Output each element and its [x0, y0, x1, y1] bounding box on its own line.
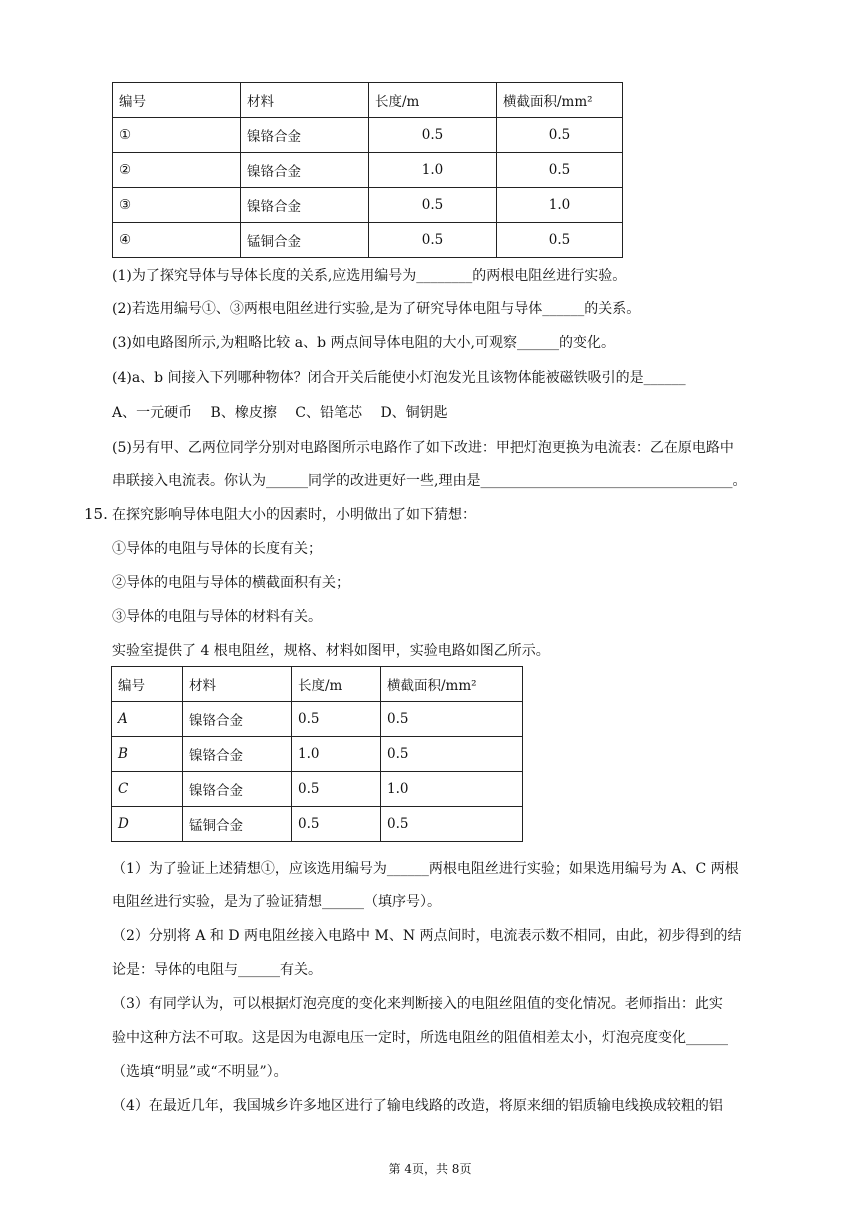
- cell: 镍铬合金: [241, 118, 369, 153]
- cell: 0.5: [369, 188, 497, 223]
- cell: 0.5: [369, 118, 497, 153]
- q15-guess-3: ③导体的电阻与导体的材料有关。: [112, 609, 322, 625]
- cell: 镍铬合金: [183, 772, 292, 807]
- q15-sub-1b: 电阻丝进行实验，是为了验证猜想______（填序号）。: [112, 894, 441, 910]
- cell: 0.5: [381, 737, 523, 772]
- cell: [112, 702, 183, 737]
- header-cell: 编号: [113, 83, 241, 118]
- table-header-row: [112, 667, 523, 702]
- q15-sub-1a: （1）为了验证上述猜想①，应该选用编号为______两根电阻丝进行实验；如果选用编号为 A、C 两根: [112, 861, 739, 877]
- cell: 1.0: [292, 737, 381, 772]
- cell: 0.5: [369, 223, 497, 258]
- q15-sub-2a: （2）分别将 A 和 D 两电阻丝接入电路中 M、N 两点间时，电流表示数不相同，由此，初步得到的结: [112, 928, 742, 944]
- cell: 0.5: [292, 702, 381, 737]
- header-cell: 材料: [183, 667, 292, 702]
- table-row: [113, 188, 623, 223]
- cell: 1.0: [369, 153, 497, 188]
- table-row: [112, 702, 523, 737]
- cell: 0.5: [497, 118, 623, 153]
- q15-sub-2b: 论是：导体的电阻与______有关。: [112, 962, 322, 978]
- q15-lab-text: 实验室提供了 4 根电阻丝，规格、材料如图甲，实验电路如图乙所示。: [112, 643, 550, 659]
- cell-id: B: [118, 746, 128, 762]
- header-cell: 长度/m: [369, 83, 497, 118]
- cell: 0.5: [292, 772, 381, 807]
- q15-sub-3c: （选填“明显”或“不明显”）。: [112, 1064, 288, 1080]
- cell: 1.0: [381, 772, 523, 807]
- cell: 0.5: [381, 807, 523, 842]
- q14-part-5b: 串联接入电流表。你认为______同学的改进更好一些,理由是____________________________________。: [112, 473, 747, 489]
- header-cell: 编号: [112, 667, 183, 702]
- cell: ①: [113, 118, 241, 153]
- q15-sub-3b: 验中这种方法不可取。这是因为电源电压一定时，所选电阻丝的阻值相差太小，灯泡亮度变化______: [112, 1030, 728, 1046]
- cell: 锰铜合金: [241, 223, 369, 258]
- cell: 1.0: [497, 188, 623, 223]
- q15-sub-4a: （4）在最近几年，我国城乡许多地区进行了输电线路的改造，将原来细的铝质输电线换成较粗的铝: [112, 1098, 723, 1114]
- table-2: [111, 666, 523, 842]
- cell: 镍铬合金: [183, 702, 292, 737]
- cell: [112, 807, 183, 842]
- q15-guess-2: ②导体的电阻与导体的横截面积有关；: [112, 575, 350, 591]
- cell-id: D: [118, 816, 129, 832]
- cell: 0.5: [497, 153, 623, 188]
- q14-part-3: (3)如电路图所示,为粗略比较 a、b 两点间导体电阻的大小,可观察______的变化。: [112, 335, 615, 351]
- table-row: [112, 807, 523, 842]
- question-number: 15.: [84, 505, 108, 523]
- cell-id: C: [118, 781, 129, 797]
- header-cell: 横截面积/mm²: [381, 667, 523, 702]
- table-row: [112, 772, 523, 807]
- header-cell: 横截面积/mm²: [497, 83, 623, 118]
- cell: 0.5: [292, 807, 381, 842]
- table-row: [113, 153, 623, 188]
- cell: 0.5: [381, 702, 523, 737]
- cell: ④: [113, 223, 241, 258]
- cell: 镍铬合金: [241, 188, 369, 223]
- table-row: [112, 737, 523, 772]
- cell: ③: [113, 188, 241, 223]
- cell: [112, 772, 183, 807]
- q14-part-1: (1)为了探究导体与导体长度的关系,应选用编号为________的两根电阻丝进行实验。: [112, 268, 627, 284]
- table-row: [113, 223, 623, 258]
- page-footer: 第 4页，共 8页: [388, 1162, 472, 1176]
- cell: [112, 737, 183, 772]
- cell: 锰铜合金: [183, 807, 292, 842]
- q14-part-4: (4)a、b 间接入下列哪种物体？闭合开关后能使小灯泡发光且该物体能被磁铁吸引的是______: [112, 370, 686, 386]
- table-header-row: [113, 83, 623, 118]
- table-1: [112, 82, 623, 258]
- q15-guess-1: ①导体的电阻与导体的长度有关；: [112, 541, 322, 557]
- header-cell: 长度/m: [292, 667, 381, 702]
- q15-sub-3a: （3）有同学认为，可以根据灯泡亮度的变化来判断接入的电阻丝阻值的变化情况。老师指出：此实: [112, 996, 723, 1012]
- header-cell: 材料: [241, 83, 369, 118]
- cell: 镍铬合金: [241, 153, 369, 188]
- q14-part-2: (2)若选用编号①、③两根电阻丝进行实验,是为了研究导体电阻与导体______的关系。: [112, 301, 641, 317]
- q14-part-5a: (5)另有甲、乙两位同学分别对电路图所示电路作了如下改进：甲把灯泡更换为电流表：乙在原电路中: [112, 440, 734, 456]
- cell: 镍铬合金: [183, 737, 292, 772]
- cell: 0.5: [497, 223, 623, 258]
- table-row: [113, 118, 623, 153]
- q14-part-4-options: A、一元硬币 B、橡皮擦 C、铅笔芯 D、铜钥匙: [112, 405, 448, 421]
- cell-id: A: [118, 711, 128, 727]
- q15-intro: 在探究影响导体电阻大小的因素时，小明做出了如下猜想：: [112, 507, 476, 523]
- cell: ②: [113, 153, 241, 188]
